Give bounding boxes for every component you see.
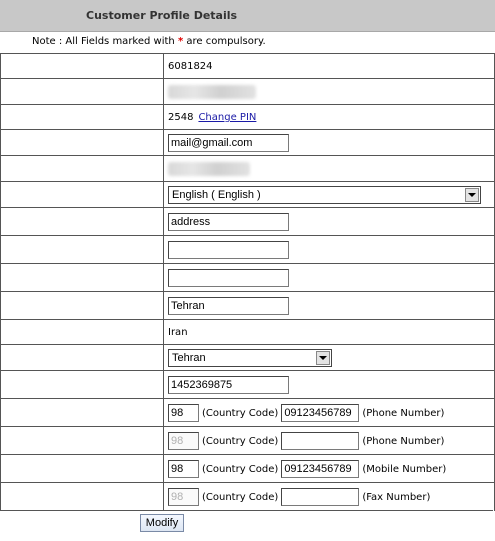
account-number: 6081824 — [168, 61, 213, 72]
compulsory-note: Note : All Fields marked with * are compulsory. — [32, 36, 266, 47]
phone-number-field[interactable]: 09123456789 — [281, 404, 359, 422]
state-select[interactable]: Tehran — [168, 349, 332, 367]
phone2-country-code-field: 98 — [168, 432, 199, 450]
country-code-label: (Country Code) — [202, 463, 279, 475]
mobile-country-code-field[interactable]: 98 — [168, 460, 199, 478]
chevron-down-icon[interactable] — [316, 351, 330, 365]
language-select[interactable]: English ( English ) — [168, 186, 481, 204]
address3-field[interactable] — [168, 269, 289, 287]
address1-field[interactable]: address — [168, 213, 289, 231]
row-pin — [0, 104, 495, 130]
section-title: Customer Profile Details — [86, 9, 238, 22]
row-city — [0, 291, 495, 320]
redacted-value — [168, 85, 256, 99]
row-phone — [0, 398, 495, 427]
required-star: * — [177, 36, 184, 47]
row-address2 — [0, 235, 495, 264]
row-blurred-name — [0, 78, 495, 105]
row-mobile — [0, 454, 495, 483]
row-phone2 — [0, 426, 495, 455]
row-fax — [0, 482, 495, 511]
phone-number-label: (Phone Number) — [362, 435, 445, 447]
country-value: Iran — [168, 327, 188, 338]
address2-field[interactable] — [168, 241, 289, 259]
phone-number-label: (Phone Number) — [362, 407, 445, 419]
row-blurred-value — [0, 155, 495, 182]
pin-value: 2548 — [168, 112, 194, 123]
chevron-down-icon[interactable] — [465, 188, 479, 202]
row-address3 — [0, 263, 495, 292]
fax-country-code-field: 98 — [168, 488, 199, 506]
modify-button[interactable]: Modify — [140, 514, 184, 532]
row-language — [0, 181, 495, 208]
phone2-number-field[interactable] — [281, 432, 359, 450]
country-code-label: (Country Code) — [202, 407, 279, 419]
fax-number-label: (Fax Number) — [362, 491, 431, 503]
row-state — [0, 344, 495, 371]
table-bottom-border — [0, 510, 493, 511]
fax-number-field[interactable] — [281, 488, 359, 506]
redacted-value-2 — [168, 162, 250, 176]
section-header — [0, 0, 495, 32]
change-pin-link[interactable]: Change PIN — [198, 112, 257, 123]
row-address1 — [0, 207, 495, 236]
city-field[interactable]: Tehran — [168, 297, 289, 315]
row-country — [0, 319, 495, 345]
row-email — [0, 129, 495, 156]
row-account-number — [0, 53, 495, 79]
postal-code-field[interactable]: 1452369875 — [168, 376, 289, 394]
country-code-label: (Country Code) — [202, 491, 279, 503]
mobile-number-field[interactable]: 09123456789 — [281, 460, 359, 478]
phone-country-code-field[interactable]: 98 — [168, 404, 199, 422]
mobile-number-label: (Mobile Number) — [362, 463, 447, 475]
country-code-label: (Country Code) — [202, 435, 279, 447]
email-field[interactable]: mail@gmail.com — [168, 134, 289, 152]
row-postal-code — [0, 370, 495, 399]
